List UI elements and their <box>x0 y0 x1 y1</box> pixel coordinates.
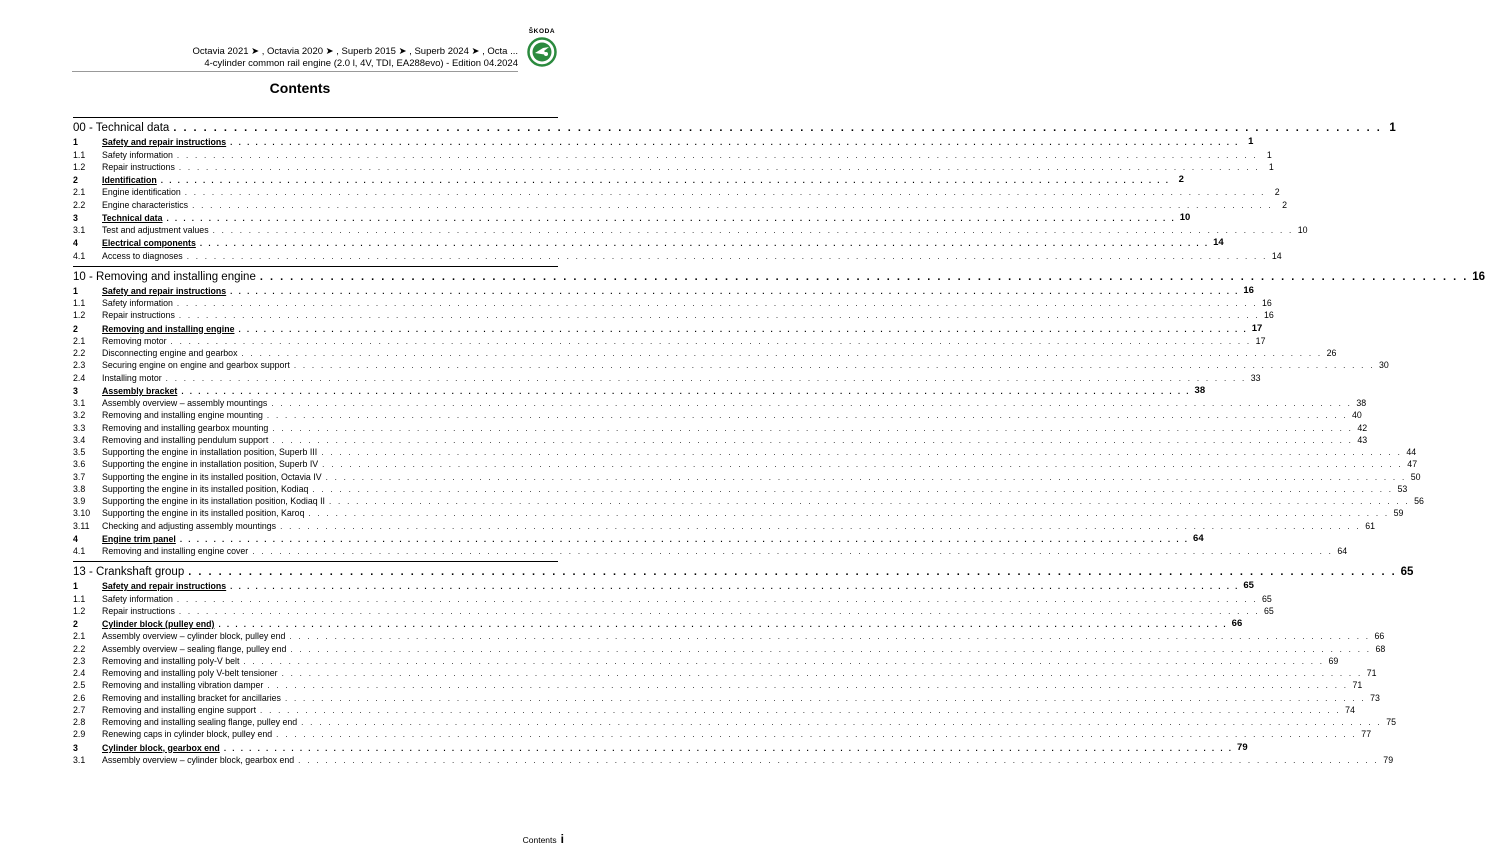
toc-entry[interactable] <box>73 482 1408 494</box>
toc-entry[interactable] <box>73 223 1308 235</box>
entry-number: 1.2 <box>73 161 86 172</box>
entry-number: 1.1 <box>73 149 86 160</box>
leader-dots: . . . . . . . . . . . . . . . . . . . . . . . . . . . . . . . . . . . . . . . . . . . . . . . . . . . . . . . . . . . . . . . . . . . . . . . . . . . . . . . . . . . . . . . . . . . . . . . . . . . . . . . . . . . . . . . . . . . . . . . . <box>238 324 1248 334</box>
leader-dots: . . . . . . . . . . . . . . . . . . . . . . . . . . . . . . . . . . . . . . . . . . . . . . . . . . . . . . . . . . . . . . . . . . . . . . . . . . . . . . . . . . . . . . . . . . . . . . . . . . . . . . . . . . . . . . . . . . . . . . . . <box>199 239 1210 249</box>
entry-number: 3.1 <box>73 225 86 235</box>
entry-title: Engine trim panel <box>102 533 176 544</box>
entry-page: 65 <box>1243 580 1254 592</box>
leader-dots: . . . . . . . . . . . . . . . . . . . . . . . . . . . . . . . . . . . . . . . . . . . . . . . . . . . . . . . . . . . . . . . . . . . . . . . . . . . . . . . . . . . . . . . . . . . . . . . . . . . . . . . . . . . . . . . . . . . . . . . . <box>192 200 1273 210</box>
entry-title: Removing and installing pendulum support <box>102 434 269 445</box>
entry-number: 2.6 <box>73 692 86 703</box>
toc-section <box>73 561 1414 765</box>
entry-page: 64 <box>1193 532 1204 544</box>
leader-dots: . . . . . . . . . . . . . . . . . . . . . . . . . . . . . . . . . . . . . . . . . . . . . . . . . . . . . . . . . . . . . . . . . . . . . . . . . . . . . . . . . . . . . . . . . . . . . . . . . . . . . . . . . . . . . . . . . . . . . . . . <box>186 251 1268 261</box>
entry-page: 66 <box>1374 631 1385 642</box>
entry-title: Removing and installing bracket for ancillaries <box>102 692 281 703</box>
leader-dots: . . . . . . . . . . . . . . . . . . . . . . . . . . . . . . . . . . . . . . . . . . . . . . . . . . . . . . . . . . . . . . . . . . . . . . . . . . . . . . . . . . . . . . . . . . . . . . . . . . . . . . . . . . . . . . . . . . . . . . . . <box>259 270 1469 283</box>
footer-page-number: i <box>560 832 564 846</box>
toc-chapter-entry[interactable] <box>73 579 1254 592</box>
entry-title: Removing and installing poly V-belt tensioner <box>102 668 278 678</box>
toc-entry[interactable] <box>73 591 1272 604</box>
entry-number: 3.1 <box>73 398 86 408</box>
brand-wordmark: ŠKODA <box>528 28 556 35</box>
entry-title: Removing and installing gearbox mounting <box>102 422 269 433</box>
entry-page: 56 <box>1414 496 1424 506</box>
entry-number: 4.1 <box>73 546 86 556</box>
leader-dots: . . . . . . . . . . . . . . . . . . . . . . . . . . . . . . . . . . . . . . . . . . . . . . . . . . . . . . . . . . . . . . . . . . . . . . . . . . . . . . . . . . . . . . . . . . . . . . . . . . . . . . . . . . . . . . . . . . . . . . . . <box>266 411 1348 421</box>
toc-entry[interactable] <box>73 433 1368 445</box>
toc-entry[interactable] <box>73 408 1362 421</box>
entry-page: 65 <box>1263 605 1274 616</box>
entry-page: 33 <box>1250 372 1261 383</box>
toc-entry[interactable] <box>73 518 1376 531</box>
entry-number: 3.8 <box>73 483 86 494</box>
toc-entry[interactable] <box>73 197 1287 210</box>
entry-number: 3.1 <box>73 754 86 765</box>
entry-title: Safety and repair instructions <box>102 285 227 296</box>
entry-title: Disconnecting engine and gearbox <box>102 348 238 358</box>
toc-entry[interactable] <box>73 370 1261 383</box>
entry-number: 2.3 <box>73 360 86 371</box>
leader-dots: . . . . . . . . . . . . . . . . . . . . . . . . . . . . . . . . . . . . . . . . . . . . . . . . . . . . . . . . . . . . . . . . . . . . . . . . . . . . . . . . . . . . . . . . . . . . . . . . . . . . . . . . . . . . . . . . . . . . . . . . <box>178 311 1260 321</box>
table-of-contents <box>73 112 1485 765</box>
entry-page: 75 <box>1386 717 1397 727</box>
leader-dots: . . . . . . . . . . . . . . . . . . . . . . . . . . . . . . . . . . . . . . . . . . . . . . . . . . . . . . . . . . . . . . . . . . . . . . . . . . . . . . . . . . . . . . . . . . . . . . . . . . . . . . . . . . . . . . . . . . . . . . . . <box>271 399 1353 408</box>
entry-number: 1 <box>73 285 78 296</box>
entry-number: 1.2 <box>73 310 86 321</box>
toc-section-heading[interactable] <box>73 117 1396 134</box>
entry-page: 47 <box>1407 459 1418 470</box>
entry-title: Safety information <box>102 593 173 604</box>
entry-page: 66 <box>1231 618 1243 629</box>
leader-dots: . . . . . . . . . . . . . . . . . . . . . . . . . . . . . . . . . . . . . . . . . . . . . . . . . . . . . . . . . . . . . . . . . . . . . . . . . . . . . . . . . . . . . . . . . . . . . . . . . . . . . . . . . . . . . . . . . . . . . . . . <box>176 299 1258 308</box>
section-page: 1 <box>1389 122 1396 134</box>
toc-chapter-entry[interactable] <box>73 532 1204 544</box>
entry-title: Supporting the engine in its installed position, Kodiaq <box>102 483 309 494</box>
entry-number: 2 <box>73 619 78 629</box>
entry-title: Installing motor <box>102 372 162 383</box>
entry-title: Removing and installing engine <box>102 323 235 334</box>
leader-dots: . . . . . . . . . . . . . . . . . . . . . . . . . . . . . . . . . . . . . . . . . . . . . . . . . . . . . . . . . . . . . . . . . . . . . . . . . . . . . . . . . . . . . . . . . . . . . . . . . . . . . . . . . . . . . . . . . . . . . . . . <box>281 669 1363 678</box>
leader-dots: . . . . . . . . . . . . . . . . . . . . . . . . . . . . . . . . . . . . . . . . . . . . . . . . . . . . . . . . . . . . . . . . . . . . . . . . . . . . . . . . . . . . . . . . . . . . . . . . . . . . . . . . . . . . . . . . . . . . . . . . <box>188 566 1397 578</box>
leader-dots: . . . . . . . . . . . . . . . . . . . . . . . . . . . . . . . . . . . . . . . . . . . . . . . . . . . . . . . . . . . . . . . . . . . . . . . . . . . . . . . . . . . . . . . . . . . . . . . . . . . . . . . . . . . . . . . . . . . . . . . . <box>325 472 1407 482</box>
entry-title: Repair instructions <box>102 605 175 616</box>
entry-title: Safety information <box>102 298 173 308</box>
toc-entry[interactable] <box>73 715 1397 727</box>
entry-page: 43 <box>1357 434 1368 445</box>
entry-page: 30 <box>1378 360 1389 371</box>
toc-entry[interactable] <box>73 727 1372 740</box>
entry-title: Removing and installing engine mounting <box>102 410 263 421</box>
entry-number: 1.1 <box>73 298 86 308</box>
leader-dots: . . . . . . . . . . . . . . . . . . . . . . . . . . . . . . . . . . . . . . . . . . . . . . . . . . . . . . . . . . . . . . . . . . . . . . . . . . . . . . . . . . . . . . . . . . . . . . . . . . . . . . . . . . . . . . . . . . . . . . . . <box>160 176 1170 185</box>
entry-number: 2.1 <box>73 335 86 346</box>
section-title: 00 - Technical data <box>73 122 170 134</box>
entry-number: 3.4 <box>73 434 86 445</box>
entry-page: 2 <box>1178 174 1184 185</box>
toc-chapter-entry[interactable] <box>73 284 1254 296</box>
entry-number: 3.3 <box>73 422 86 433</box>
page-title: Contents <box>269 80 331 96</box>
leader-dots: . . . . . . . . . . . . . . . . . . . . . . . . . . . . . . . . . . . . . . . . . . . . . . . . . . . . . . . . . . . . . . . . . . . . . . . . . . . . . . . . . . . . . . . . . . . . . . . . . . . . . . . . . . . . . . . . . . . . . . . . <box>308 509 1390 519</box>
toc-chapter-entry[interactable] <box>73 384 1206 396</box>
entry-title: Supporting the engine in installation position, Superb III <box>102 447 318 457</box>
toc-chapter-entry[interactable] <box>73 236 1224 249</box>
entry-number: 2.7 <box>73 704 86 715</box>
footer <box>523 832 564 846</box>
entry-title: Test and adjustment values <box>102 225 209 235</box>
entry-number: 1 <box>73 137 78 148</box>
entry-page: 40 <box>1352 410 1362 421</box>
entry-page: 59 <box>1393 508 1404 519</box>
leader-dots: . . . . . . . . . . . . . . . . . . . . . . . . . . . . . . . . . . . . . . . . . . . . . . . . . . . . . . . . . . . . . . . . . . . . . . . . . . . . . . . . . . . . . . . . . . . . . . . . . . . . . . . . . . . . . . . . . . . . . . . . <box>176 150 1258 160</box>
toc-entry[interactable] <box>73 160 1274 172</box>
toc-entry[interactable] <box>73 544 1348 556</box>
entry-number: 4 <box>73 533 78 544</box>
leader-dots: . . . . . . . . . . . . . . . . . . . . . . . . . . . . . . . . . . . . . . . . . . . . . . . . . . . . . . . . . . . . . . . . . . . . . . . . . . . . . . . . . . . . . . . . . . . . . . . . . . . . . . . . . . . . . . . . . . . . . . . . <box>260 705 1341 715</box>
toc-entry[interactable] <box>73 629 1385 642</box>
toc-entry[interactable] <box>73 703 1355 715</box>
toc-entry[interactable] <box>73 396 1367 408</box>
entry-title: Technical data <box>102 212 163 223</box>
entry-title: Assembly overview – cylinder block, pulley end <box>102 631 286 642</box>
entry-page: 69 <box>1328 655 1339 666</box>
toc-section <box>73 266 1485 557</box>
skoda-emblem-icon <box>527 37 557 67</box>
entry-number: 2.4 <box>73 668 86 678</box>
entry-title: Supporting the engine in its installed position, Karoq <box>102 508 305 519</box>
toc-entry[interactable] <box>73 678 1363 691</box>
toc-section-heading[interactable] <box>73 266 1485 283</box>
leader-dots: . . . . . . . . . . . . . . . . . . . . . . . . . . . . . . . . . . . . . . . . . . . . . . . . . . . . . . . . . . . . . . . . . . . . . . . . . . . . . . . . . . . . . . . . . . . . . . . . . . . . . . . . . . . . . . . . . . . . . . . . <box>322 460 1404 470</box>
entry-number: 3.9 <box>73 496 86 506</box>
toc-entry[interactable] <box>73 185 1280 198</box>
entry-title: Assembly overview – sealing flange, pulley end <box>102 643 287 654</box>
entry-page: 14 <box>1213 237 1224 249</box>
entry-page: 64 <box>1337 546 1348 556</box>
leader-dots: . . . . . . . . . . . . . . . . . . . . . . . . . . . . . . . . . . . . . . . . . . . . . . . . . . . . . . . . . . . . . . . . . . . . . . . . . . . . . . . . . . . . . . . . . . . . . . . . . . . . . . . . . . . . . . . . . . . . . . . . <box>176 594 1258 604</box>
entry-number: 1 <box>73 581 78 592</box>
toc-entry[interactable] <box>73 248 1282 261</box>
entry-title: Assembly overview – cylinder block, gearbox end <box>102 754 295 765</box>
entry-page: 16 <box>1263 310 1274 321</box>
leader-dots: . . . . . . . . . . . . . . . . . . . . . . . . . . . . . . . . . . . . . . . . . . . . . . . . . . . . . . . . . . . . . . . . . . . . . . . . . . . . . . . . . . . . . . . . . . . . . . . . . . . . . . . . . . . . . . . . . . . . . . . . <box>280 521 1362 531</box>
entry-number: 2.2 <box>73 643 86 654</box>
entry-number: 2.5 <box>73 680 86 691</box>
toc-entry[interactable] <box>73 334 1266 346</box>
entry-page: 2 <box>1282 199 1287 210</box>
leader-dots: . . . . . . . . . . . . . . . . . . . . . . . . . . . . . . . . . . . . . . . . . . . . . . . . . . . . . . . . . . . . . . . . . . . . . . . . . . . . . . . . . . . . . . . . . . . . . . . . . . . . . . . . . . . . . . . . . . . . . . . . <box>166 213 1176 223</box>
entry-number: 1.1 <box>73 593 86 604</box>
leader-dots: . . . . . . . . . . . . . . . . . . . . . . . . . . . . . . . . . . . . . . . . . . . . . . . . . . . . . . . . . . . . . . . . . . . . . . . . . . . . . . . . . . . . . . . . . . . . . . . . . . . . . . . . . . . . . . . . . . . . . . . . <box>252 547 1334 556</box>
entry-title: Removing and installing engine support <box>102 704 257 715</box>
footer-label: Contents <box>522 835 557 845</box>
leader-dots: . . . . . . . . . . . . . . . . . . . . . . . . . . . . . . . . . . . . . . . . . . . . . . . . . . . . . . . . . . . . . . . . . . . . . . . . . . . . . . . . . . . . . . . . . . . . . . . . . . . . . . . . . . . . . . . . . . . . . . . . <box>178 606 1260 616</box>
entry-page: 44 <box>1406 447 1417 457</box>
entry-page: 38 <box>1194 384 1206 396</box>
entry-page: 79 <box>1383 754 1394 765</box>
toc-entry[interactable] <box>73 506 1404 519</box>
entry-page: 71 <box>1352 680 1363 691</box>
entry-page: 1 <box>1268 161 1274 172</box>
entry-page: 17 <box>1251 322 1263 334</box>
leader-dots: . . . . . . . . . . . . . . . . . . . . . . . . . . . . . . . . . . . . . . . . . . . . . . . . . . . . . . . . . . . . . . . . . . . . . . . . . . . . . . . . . . . . . . . . . . . . . . . . . . . . . . . . . . . . . . . . . . . . . . . . <box>230 138 1240 148</box>
toc-entry[interactable] <box>73 469 1421 482</box>
entry-title: Cylinder block, gearbox end <box>102 742 220 753</box>
toc-entry[interactable] <box>73 604 1274 616</box>
leader-dots: . . . . . . . . . . . . . . . . . . . . . . . . . . . . . . . . . . . . . . . . . . . . . . . . . . . . . . . . . . . . . . . . . . . . . . . . . . . . . . . . . . . . . . . . . . . . . . . . . . . . . . . . . . . . . . . . . . . . . . . . <box>173 122 1382 134</box>
entry-title: Checking and adjusting assembly mountings <box>102 520 277 531</box>
entry-number: 3.10 <box>73 508 91 519</box>
entry-number: 4 <box>73 238 78 249</box>
entry-number: 3 <box>73 742 78 753</box>
leader-dots: . . . . . . . . . . . . . . . . . . . . . . . . . . . . . . . . . . . . . . . . . . . . . . . . . . . . . . . . . . . . . . . . . . . . . . . . . . . . . . . . . . . . . . . . . . . . . . . . . . . . . . . . . . . . . . . . . . . . . . . . <box>321 448 1403 457</box>
entry-number: 3.7 <box>73 471 86 482</box>
entry-number: 3.5 <box>73 447 86 457</box>
leader-dots: . . . . . . . . . . . . . . . . . . . . . . . . . . . . . . . . . . . . . . . . . . . . . . . . . . . . . . . . . . . . . . . . . . . . . . . . . . . . . . . . . . . . . . . . . . . . . . . . . . . . . . . . . . . . . . . . . . . . . . . . <box>301 718 1383 727</box>
toc-entry[interactable] <box>73 358 1389 371</box>
leader-dots: . . . . . . . . . . . . . . . . . . . . . . . . . . . . . . . . . . . . . . . . . . . . . . . . . . . . . . . . . . . . . . . . . . . . . . . . . . . . . . . . . . . . . . . . . . . . . . . . . . . . . . . . . . . . . . . . . . . . . . . . <box>312 484 1394 494</box>
leader-dots: . . . . . . . . . . . . . . . . . . . . . . . . . . . . . . . . . . . . . . . . . . . . . . . . . . . . . . . . . . . . . . . . . . . . . . . . . . . . . . . . . . . . . . . . . . . . . . . . . . . . . . . . . . . . . . . . . . . . . . . . <box>230 582 1240 592</box>
section-page: 16 <box>1472 270 1485 283</box>
entry-title: Repair instructions <box>102 161 175 172</box>
entry-number: 2.4 <box>73 372 86 383</box>
leader-dots: . . . . . . . . . . . . . . . . . . . . . . . . . . . . . . . . . . . . . . . . . . . . . . . . . . . . . . . . . . . . . . . . . . . . . . . . . . . . . . . . . . . . . . . . . . . . . . . . . . . . . . . . . . . . . . . . . . . . . . . . <box>181 386 1191 396</box>
toc-entry[interactable] <box>73 654 1339 666</box>
leader-dots: . . . . . . . . . . . . . . . . . . . . . . . . . . . . . . . . . . . . . . . . . . . . . . . . . . . . . . . . . . . . . . . . . . . . . . . . . . . . . . . . . . . . . . . . . . . . . . . . . . . . . . . . . . . . . . . . . . . . . . . . <box>223 743 1234 753</box>
leader-dots: . . . . . . . . . . . . . . . . . . . . . . . . . . . . . . . . . . . . . . . . . . . . . . . . . . . . . . . . . . . . . . . . . . . . . . . . . . . . . . . . . . . . . . . . . . . . . . . . . . . . . . . . . . . . . . . . . . . . . . . . <box>230 286 1240 296</box>
entry-number: 2 <box>73 175 78 185</box>
entry-page: 38 <box>1356 398 1367 408</box>
entry-page: 17 <box>1255 335 1266 346</box>
leader-dots: . . . . . . . . . . . . . . . . . . . . . . . . . . . . . . . . . . . . . . . . . . . . . . . . . . . . . . . . . . . . . . . . . . . . . . . . . . . . . . . . . . . . . . . . . . . . . . . . . . . . . . . . . . . . . . . . . . . . . . . . <box>284 693 1366 703</box>
header-models: Octavia 2021 ➤ , Octavia 2020 ➤ , Superb 2015 ➤ , Superb 2024 ➤ , Octa ... <box>192 46 518 57</box>
toc-entry[interactable] <box>73 457 1418 470</box>
entry-number: 2.9 <box>73 729 86 740</box>
entry-page: 2 <box>1274 187 1280 198</box>
leader-dots: . . . . . . . . . . . . . . . . . . . . . . . . . . . . . . . . . . . . . . . . . . . . . . . . . . . . . . . . . . . . . . . . . . . . . . . . . . . . . . . . . . . . . . . . . . . . . . . . . . . . . . . . . . . . . . . . . . . . . . . . <box>272 435 1354 445</box>
entry-number: 1.2 <box>73 605 86 616</box>
toc-entry[interactable] <box>73 666 1377 678</box>
entry-page: 10 <box>1179 211 1191 223</box>
entry-page: 61 <box>1365 520 1376 531</box>
toc-section <box>73 117 1396 261</box>
entry-page: 74 <box>1345 704 1355 715</box>
entry-title: Repair instructions <box>102 310 175 321</box>
entry-number: 2 <box>73 323 78 334</box>
leader-dots: . . . . . . . . . . . . . . . . . . . . . . . . . . . . . . . . . . . . . . . . . . . . . . . . . . . . . . . . . . . . . . . . . . . . . . . . . . . . . . . . . . . . . . . . . . . . . . . . . . . . . . . . . . . . . . . . . . . . . . . . <box>329 497 1410 506</box>
entry-title: Removing motor <box>102 335 167 346</box>
leader-dots: . . . . . . . . . . . . . . . . . . . . . . . . . . . . . . . . . . . . . . . . . . . . . . . . . . . . . . . . . . . . . . . . . . . . . . . . . . . . . . . . . . . . . . . . . . . . . . . . . . . . . . . . . . . . . . . . . . . . . . . . <box>178 162 1260 172</box>
leader-dots: . . . . . . . . . . . . . . . . . . . . . . . . . . . . . . . . . . . . . . . . . . . . . . . . . . . . . . . . . . . . . . . . . . . . . . . . . . . . . . . . . . . . . . . . . . . . . . . . . . . . . . . . . . . . . . . . . . . . . . . . <box>298 755 1380 765</box>
toc-entry[interactable] <box>73 753 1394 765</box>
entry-page: 65 <box>1262 593 1272 604</box>
toc-entry[interactable] <box>73 641 1386 654</box>
entry-page: 42 <box>1357 422 1368 433</box>
entry-number: 3 <box>73 212 78 223</box>
leader-dots: . . . . . . . . . . . . . . . . . . . . . . . . . . . . . . . . . . . . . . . . . . . . . . . . . . . . . . . . . . . . . . . . . . . . . . . . . . . . . . . . . . . . . . . . . . . . . . . . . . . . . . . . . . . . . . . . . . . . . . . . <box>267 681 1349 691</box>
leader-dots: . . . . . . . . . . . . . . . . . . . . . . . . . . . . . . . . . . . . . . . . . . . . . . . . . . . . . . . . . . . . . . . . . . . . . . . . . . . . . . . . . . . . . . . . . . . . . . . . . . . . . . . . . . . . . . . . . . . . . . . . <box>241 349 1323 358</box>
entry-number: 3.6 <box>73 459 86 470</box>
toc-entry[interactable] <box>73 494 1424 506</box>
toc-chapter-entry[interactable] <box>73 617 1243 629</box>
entry-title: Assembly overview – assembly mountings <box>102 398 268 408</box>
entry-number: 3.11 <box>73 520 90 531</box>
entry-page: 16 <box>1243 284 1254 296</box>
toc-entry[interactable] <box>73 420 1368 433</box>
toc-chapter-entry[interactable] <box>73 173 1184 185</box>
entry-title: Safety and repair instructions <box>102 581 227 592</box>
entry-title: Access to diagnoses <box>102 250 183 261</box>
entry-title: Supporting the engine in its installation position, Kodiaq II <box>102 496 326 506</box>
entry-title: Supporting the engine in its installed position, Octavia IV <box>102 471 322 482</box>
entry-title: Supporting the engine in installation position, Superb IV <box>102 459 319 470</box>
leader-dots: . . . . . . . . . . . . . . . . . . . . . . . . . . . . . . . . . . . . . . . . . . . . . . . . . . . . . . . . . . . . . . . . . . . . . . . . . . . . . . . . . . . . . . . . . . . . . . . . . . . . . . . . . . . . . . . . . . . . . . . . <box>170 336 1252 346</box>
entry-page: 53 <box>1397 483 1408 494</box>
entry-title: Assembly bracket <box>102 385 178 396</box>
toc-section-heading[interactable] <box>73 561 1414 578</box>
header-engine: 4-cylinder common rail engine (2.0 l, 4V, TDI, EA288evo) - Edition 04.2024 <box>204 58 518 69</box>
entry-number: 2.8 <box>73 717 86 727</box>
entry-title: Identification <box>102 175 157 185</box>
entry-page: 50 <box>1410 471 1421 482</box>
leader-dots: . . . . . . . . . . . . . . . . . . . . . . . . . . . . . . . . . . . . . . . . . . . . . . . . . . . . . . . . . . . . . . . . . . . . . . . . . . . . . . . . . . . . . . . . . . . . . . . . . . . . . . . . . . . . . . . . . . . . . . . . <box>243 656 1325 666</box>
leader-dots: . . . . . . . . . . . . . . . . . . . . . . . . . . . . . . . . . . . . . . . . . . . . . . . . . . . . . . . . . . . . . . . . . . . . . . . . . . . . . . . . . . . . . . . . . . . . . . . . . . . . . . . . . . . . . . . . . . . . . . . . <box>276 730 1358 740</box>
entry-title: Renewing caps in cylinder block, pulley end <box>102 729 273 740</box>
section-title: 10 - Removing and installing engine <box>73 270 256 283</box>
entry-title: Engine characteristics <box>102 199 189 210</box>
toc-entry[interactable] <box>73 308 1274 321</box>
entry-title: Removing and installing sealing flange, pulley end <box>102 717 298 727</box>
leader-dots: . . . . . . . . . . . . . . . . . . . . . . . . . . . . . . . . . . . . . . . . . . . . . . . . . . . . . . . . . . . . . . . . . . . . . . . . . . . . . . . . . . . . . . . . . . . . . . . . . . . . . . . . . . . . . . . . . . . . . . . . <box>212 226 1294 235</box>
entry-page: 1 <box>1266 149 1272 160</box>
leader-dots: . . . . . . . . . . . . . . . . . . . . . . . . . . . . . . . . . . . . . . . . . . . . . . . . . . . . . . . . . . . . . . . . . . . . . . . . . . . . . . . . . . . . . . . . . . . . . . . . . . . . . . . . . . . . . . . . . . . . . . . . <box>272 423 1354 433</box>
entry-title: Removing and installing poly-V belt <box>102 655 240 666</box>
entry-page: 26 <box>1326 348 1337 358</box>
entry-title: Electrical components <box>102 238 196 249</box>
leader-dots: . . . . . . . . . . . . . . . . . . . . . . . . . . . . . . . . . . . . . . . . . . . . . . . . . . . . . . . . . . . . . . . . . . . . . . . . . . . . . . . . . . . . . . . . . . . . . . . . . . . . . . . . . . . . . . . . . . . . . . . . <box>293 361 1375 371</box>
entry-number: 2.3 <box>73 655 86 666</box>
entry-title: Removing and installing vibration damper <box>102 680 264 691</box>
entry-title: Safety and repair instructions <box>102 137 227 148</box>
entry-page: 71 <box>1366 668 1377 678</box>
entry-number: 3.2 <box>73 410 86 421</box>
toc-entry[interactable] <box>73 690 1380 703</box>
section-page: 65 <box>1400 566 1414 578</box>
entry-page: 77 <box>1361 729 1372 740</box>
toc-entry[interactable] <box>73 296 1272 308</box>
entry-page: 1 <box>1248 136 1254 148</box>
entry-number: 2.1 <box>73 187 86 198</box>
entry-number: 2.2 <box>73 348 86 358</box>
entry-title: Safety information <box>102 149 173 160</box>
entry-title: Removing and installing engine cover <box>102 546 249 556</box>
entry-page: 73 <box>1370 692 1380 703</box>
leader-dots: . . . . . . . . . . . . . . . . . . . . . . . . . . . . . . . . . . . . . . . . . . . . . . . . . . . . . . . . . . . . . . . . . . . . . . . . . . . . . . . . . . . . . . . . . . . . . . . . . . . . . . . . . . . . . . . . . . . . . . . . <box>290 644 1372 654</box>
leader-dots: . . . . . . . . . . . . . . . . . . . . . . . . . . . . . . . . . . . . . . . . . . . . . . . . . . . . . . . . . . . . . . . . . . . . . . . . . . . . . . . . . . . . . . . . . . . . . . . . . . . . . . . . . . . . . . . . . . . . . . . . <box>165 373 1247 383</box>
entry-page: 10 <box>1297 225 1308 235</box>
leader-dots: . . . . . . . . . . . . . . . . . . . . . . . . . . . . . . . . . . . . . . . . . . . . . . . . . . . . . . . . . . . . . . . . . . . . . . . . . . . . . . . . . . . . . . . . . . . . . . . . . . . . . . . . . . . . . . . . . . . . . . . . <box>289 632 1371 642</box>
entry-number: 4.1 <box>73 250 86 261</box>
leader-dots: . . . . . . . . . . . . . . . . . . . . . . . . . . . . . . . . . . . . . . . . . . . . . . . . . . . . . . . . . . . . . . . . . . . . . . . . . . . . . . . . . . . . . . . . . . . . . . . . . . . . . . . . . . . . . . . . . . . . . . . . <box>218 620 1228 629</box>
toc-entry[interactable] <box>73 346 1337 358</box>
entry-number: 3 <box>73 385 78 396</box>
leader-dots: . . . . . . . . . . . . . . . . . . . . . . . . . . . . . . . . . . . . . . . . . . . . . . . . . . . . . . . . . . . . . . . . . . . . . . . . . . . . . . . . . . . . . . . . . . . . . . . . . . . . . . . . . . . . . . . . . . . . . . . . <box>179 534 1190 544</box>
entry-page: 68 <box>1375 643 1386 654</box>
entry-title: Cylinder block (pulley end) <box>102 619 215 629</box>
entry-page: 14 <box>1271 250 1282 261</box>
toc-chapter-entry[interactable] <box>73 321 1263 334</box>
entry-page: 79 <box>1237 741 1248 753</box>
entry-number: 2.1 <box>73 631 86 642</box>
section-title: 13 - Crankshaft group <box>73 566 185 578</box>
entry-title: Securing engine on engine and gearbox support <box>102 360 290 371</box>
toc-chapter-entry[interactable] <box>73 740 1248 753</box>
leader-dots: . . . . . . . . . . . . . . . . . . . . . . . . . . . . . . . . . . . . . . . . . . . . . . . . . . . . . . . . . . . . . . . . . . . . . . . . . . . . . . . . . . . . . . . . . . . . . . . . . . . . . . . . . . . . . . . . . . . . . . . . <box>184 188 1266 198</box>
entry-title: Engine identification <box>102 187 181 198</box>
toc-entry[interactable] <box>73 445 1417 457</box>
entry-page: 16 <box>1262 298 1272 308</box>
toc-chapter-entry[interactable] <box>73 211 1191 223</box>
skoda-logo <box>523 28 561 67</box>
header-divider <box>72 71 518 72</box>
toc-entry[interactable] <box>73 147 1272 160</box>
entry-number: 2.2 <box>73 199 86 210</box>
toc-chapter-entry[interactable] <box>73 135 1254 148</box>
